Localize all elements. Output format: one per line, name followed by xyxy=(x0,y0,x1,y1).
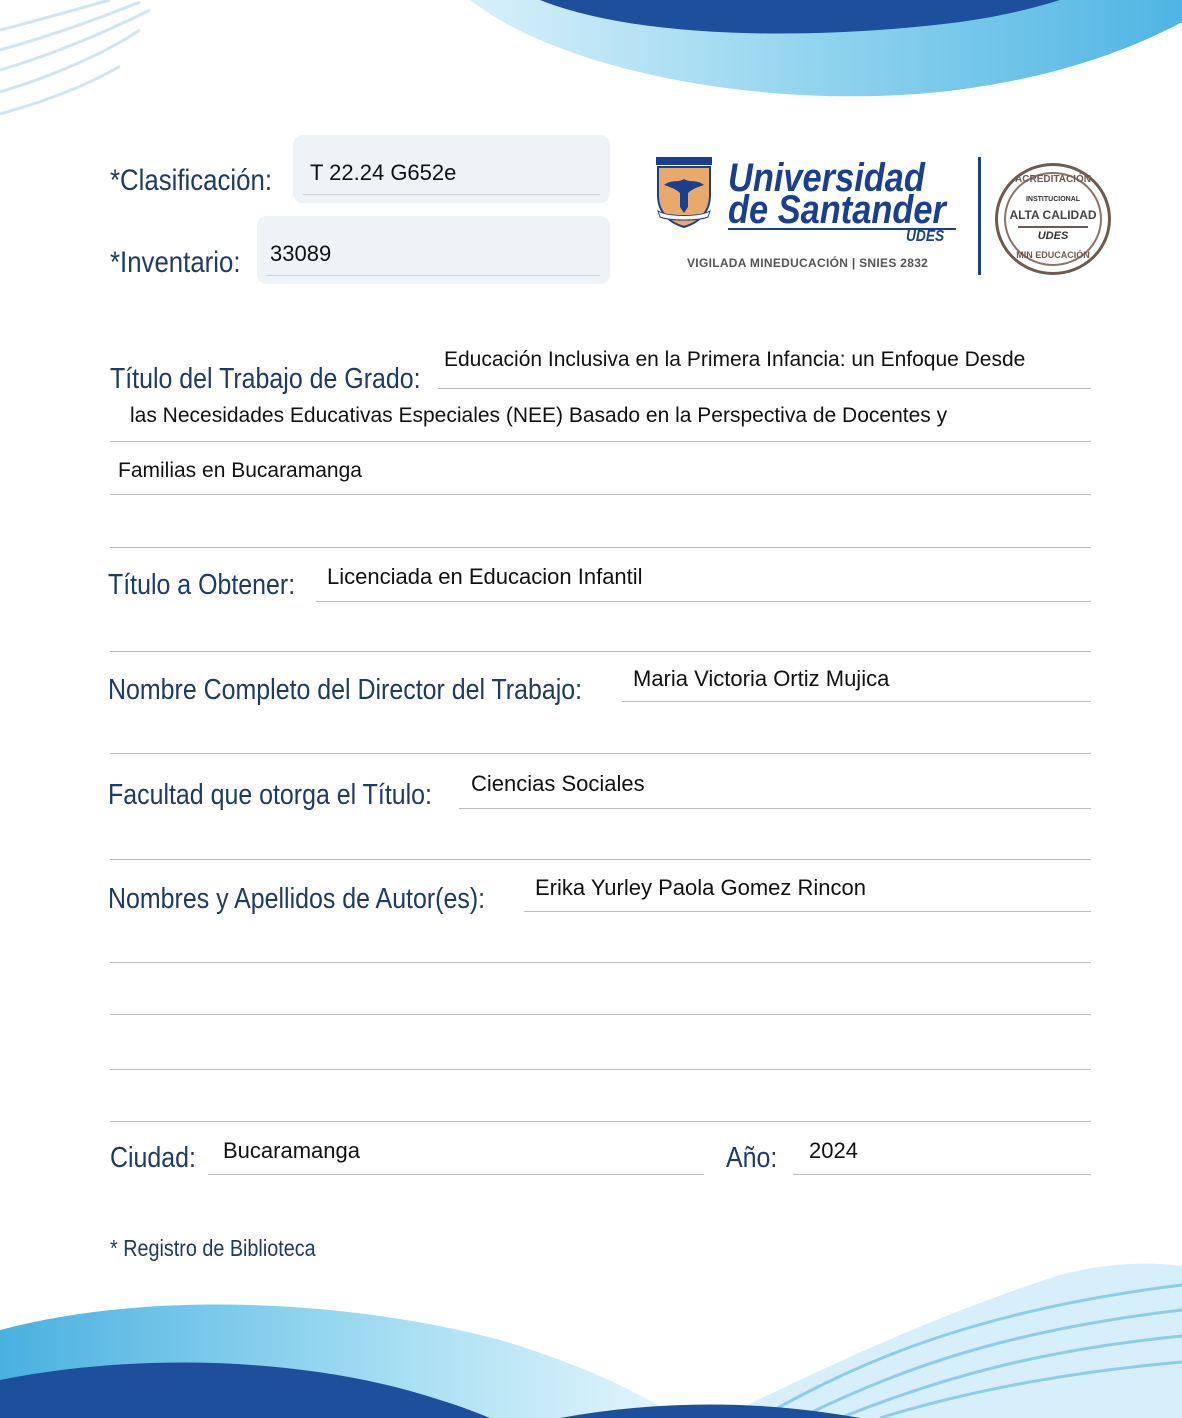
ciudad-underline xyxy=(208,1174,704,1175)
seal-abbr-text: UDES xyxy=(1037,230,1069,242)
logo-divider xyxy=(978,157,981,275)
ciudad-label: Ciudad: xyxy=(110,1142,196,1174)
anio-underline xyxy=(793,1174,1091,1175)
seal-institucional-text: INSTITUCIONAL xyxy=(1025,196,1081,203)
university-crest-icon xyxy=(654,155,714,229)
director-label: Nombre Completo del Director del Trabajo: xyxy=(108,674,583,706)
facultad-underline2 xyxy=(110,859,1091,860)
titulo-trabajo-line2: las Necesidades Educativas Especiales (NEE) Basado en la Perspectiva de Docentes y xyxy=(130,404,948,427)
anio-label: Año: xyxy=(726,1142,778,1174)
autores-value: Erika Yurley Paola Gomez Rincon xyxy=(535,875,866,900)
titulo-obtener-underline2 xyxy=(110,651,1091,652)
university-name-line2: de Santander xyxy=(728,188,946,232)
titulo-trabajo-line3: Familias en Bucaramanga xyxy=(118,459,362,482)
titulo-trabajo-line1: Educación Inclusiva en la Primera Infancia: un Enfoque Desde xyxy=(444,348,1026,371)
facultad-value: Ciencias Sociales xyxy=(471,771,645,796)
titulo-trabajo-underline2 xyxy=(110,441,1091,442)
titulo-obtener-value: Licenciada en Educacion Infantil xyxy=(327,564,643,589)
clasificacion-label: *Clasificación: xyxy=(110,164,273,197)
director-value: Maria Victoria Ortiz Mujica xyxy=(633,666,890,691)
autores-underline xyxy=(524,911,1091,912)
director-underline2 xyxy=(110,753,1091,754)
seal-bottom-text: MIN EDUCACIÓN xyxy=(1016,250,1090,260)
anio-value: 2024 xyxy=(809,1138,858,1163)
autores-underline4 xyxy=(110,1069,1091,1070)
university-name-line1: Universidad xyxy=(728,156,925,200)
university-abbr: UDES xyxy=(906,228,945,245)
autores-label: Nombres y Apellidos de Autor(es): xyxy=(108,883,486,915)
titulo-trabajo-underline1 xyxy=(438,388,1091,389)
titulo-trabajo-underline3 xyxy=(110,494,1091,495)
seal-main-text: ALTA CALIDAD xyxy=(1009,208,1097,222)
clasificacion-value: T 22.24 G652e xyxy=(310,160,457,185)
inventario-value: 33089 xyxy=(270,241,332,266)
accreditation-seal xyxy=(995,163,1111,275)
ciudad-value: Bucaramanga xyxy=(223,1138,360,1163)
titulo-obtener-label: Título a Obtener: xyxy=(108,569,296,601)
footnote: * Registro de Biblioteca xyxy=(110,1235,316,1261)
autores-underline2 xyxy=(110,962,1091,963)
facultad-underline xyxy=(459,808,1091,809)
titulo-obtener-underline xyxy=(316,601,1091,602)
facultad-label: Facultad que otorga el Título: xyxy=(108,779,432,811)
titulo-trabajo-label: Título del Trabajo de Grado: xyxy=(110,363,421,395)
autores-underline5 xyxy=(110,1121,1091,1122)
autores-underline3 xyxy=(110,1014,1091,1015)
director-underline xyxy=(622,701,1091,702)
inventario-label: *Inventario: xyxy=(110,246,241,279)
seal-top-text: ACREDITACIÓN xyxy=(1015,174,1091,185)
vigilada-text: VIGILADA MINEDUCACIÓN | SNIES 2832 xyxy=(687,256,929,270)
titulo-trabajo-underline4 xyxy=(110,547,1091,548)
